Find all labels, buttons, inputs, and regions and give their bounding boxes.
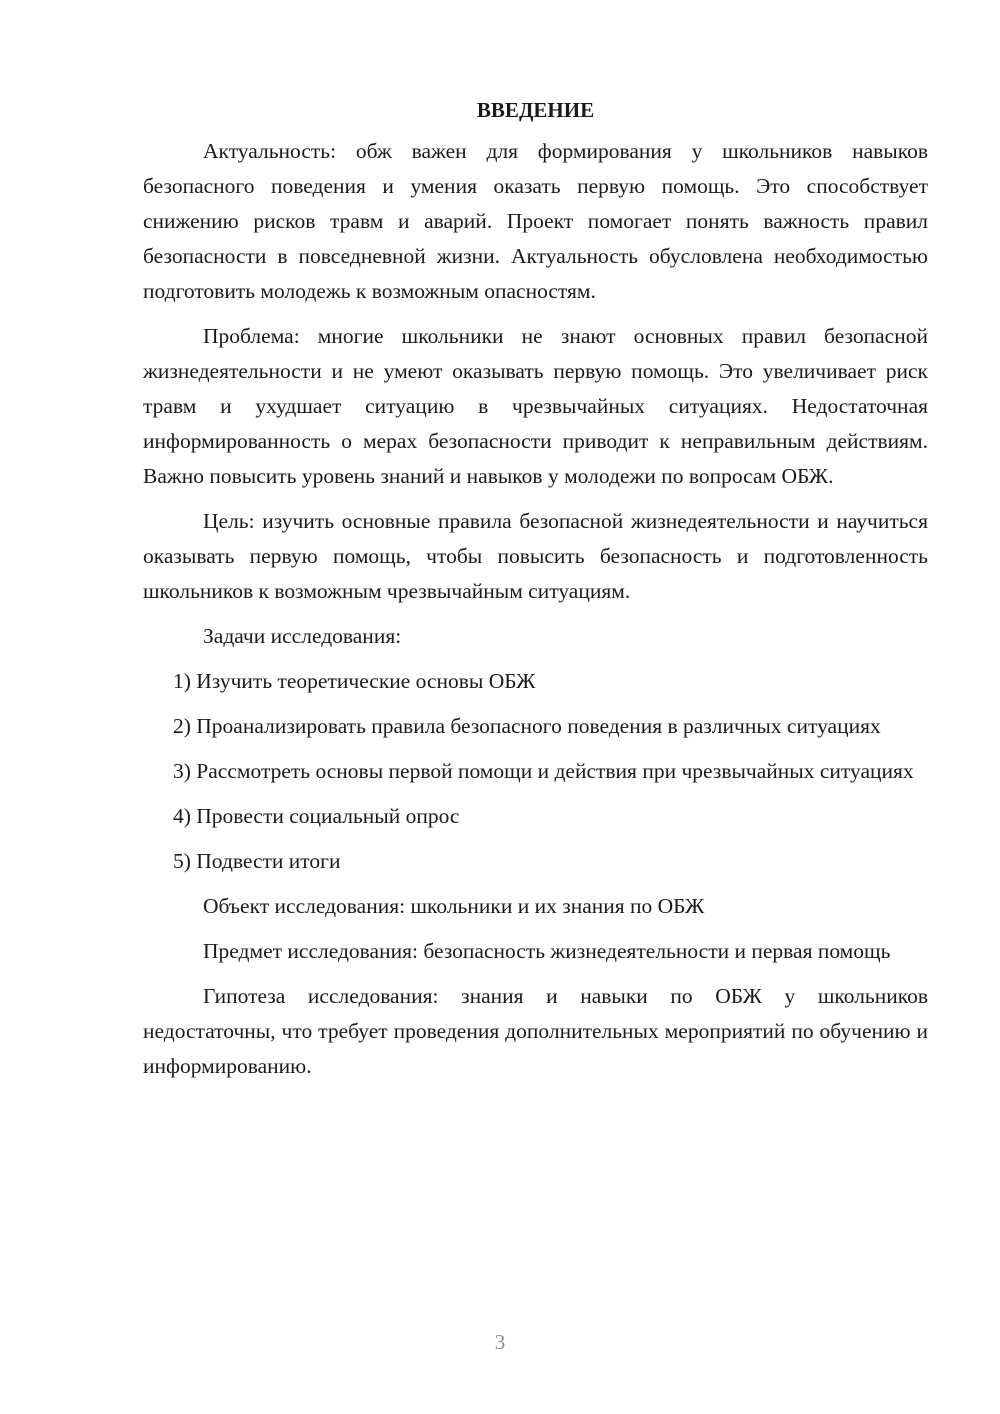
goal-paragraph: Цель: изучить основные правила безопасной жизнедеятельности и научиться оказывать первую помощь, чтобы повысить безопасность и подготовленность школьников к возможным чрезвычайным ситуациям.: [143, 509, 928, 603]
relevance-paragraph: Актуальность: обж важен для формирования у школьников навыков безопасного поведения и умения оказать первую помощь. Это способствует снижению рисков травм и аварий. Проект помогает понять важность правил безопасности в повседневной жизни. Актуальность обусловлена необходимостью подготовить молодежь к возможным опасностям.: [143, 139, 928, 303]
hypothesis-paragraph: Гипотеза исследования: знания и навыки по ОБЖ у школьников недостаточны, что требует проведения дополнительных мероприятий по обучению и информированию.: [143, 984, 928, 1078]
task-item-2: 2) Проанализировать правила безопасного поведения в различных ситуациях: [173, 714, 881, 738]
research-object-paragraph: Объект исследования: школьники и их знания по ОБЖ: [203, 894, 705, 918]
task-item-3: 3) Рассмотреть основы первой помощи и действия при чрезвычайных ситуациях: [173, 759, 914, 783]
tasks-heading: Задачи исследования:: [203, 624, 402, 648]
page-number: 3: [494, 1330, 506, 1354]
research-subject-paragraph: Предмет исследования: безопасность жизнедеятельности и первая помощь: [203, 939, 891, 963]
task-item-1: 1) Изучить теоретические основы ОБЖ: [173, 669, 536, 693]
document-page: [143, 92, 928, 1094]
section-title: ВВЕДЕНИЕ: [476, 98, 595, 122]
task-item-5: 5) Подвести итоги: [173, 849, 341, 873]
problem-paragraph: Проблема: многие школьники не знают основных правил безопасной жизнедеятельности и не умеют оказывать первую помощь. Это увеличивает риск травм и ухудшает ситуацию в чрезвычайных ситуациях. Недостаточная информированность о мерах безопасности приводит к неправильным действиям. Важно повысить уровень знаний и навыков у молодежи по вопросам ОБЖ.: [143, 324, 928, 488]
task-item-4: 4) Провести социальный опрос: [173, 804, 460, 828]
